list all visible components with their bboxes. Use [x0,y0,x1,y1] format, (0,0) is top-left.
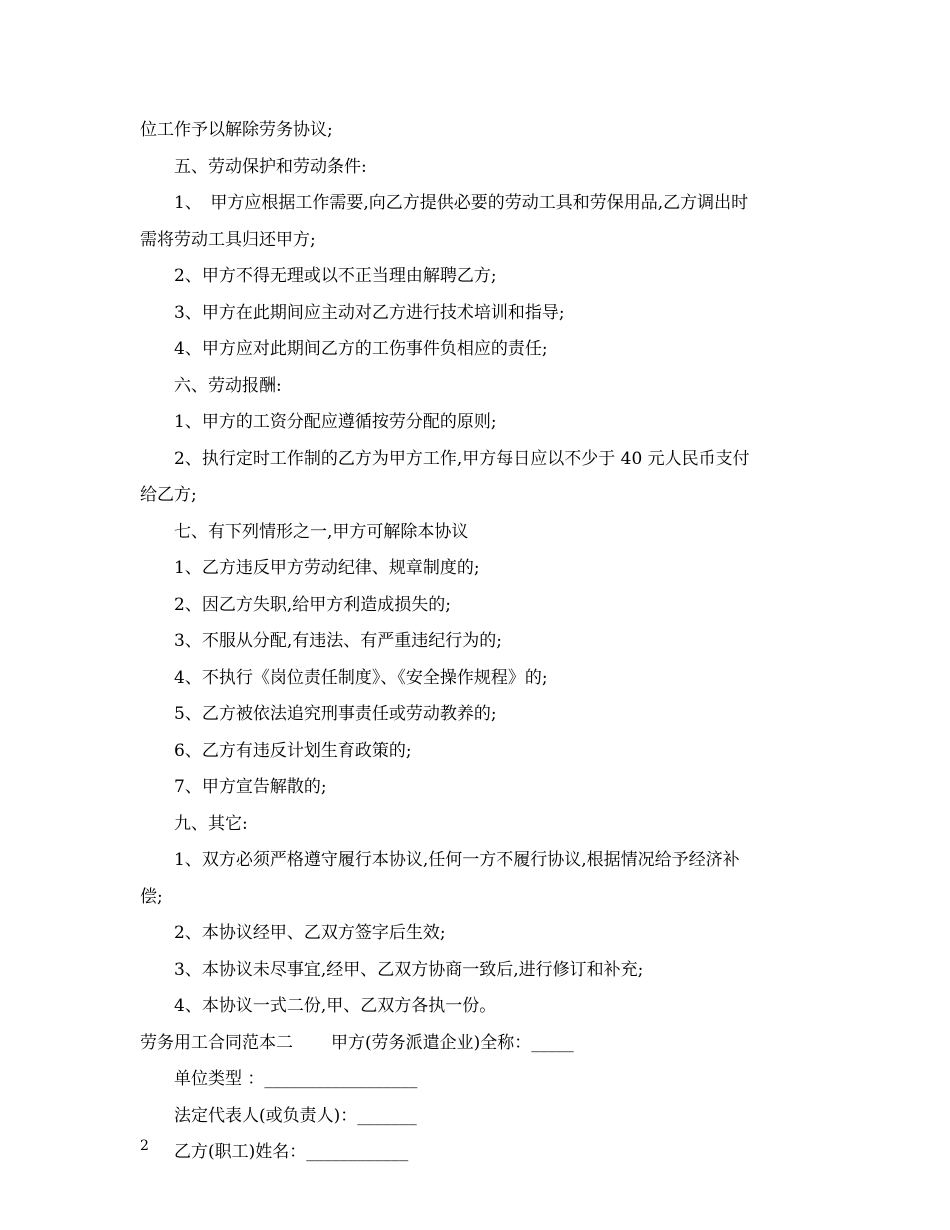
paragraph-line: 2、执行定时工作制的乙方为甲方工作,甲方每日应以不少于 40 元人民币支付 [174,448,750,469]
paragraph-line: 2、因乙方失职,给甲方利造成损失的; [174,594,451,615]
paragraph-line: 3、甲方在此期间应主动对乙方进行技术培训和指导; [174,302,565,323]
unit-type-field: 单位类型 ：__________________ [174,1069,418,1089]
paragraph-line: 给乙方; [140,485,197,505]
contract-template-header [140,1025,812,1062]
section-heading-5: 五、劳动保护和劳动条件: [174,156,367,177]
paragraph-line: 位工作予以解除劳务协议; [140,120,333,140]
paragraph-line: 需将劳动工具归还甲方; [140,229,316,250]
paragraph-line: 4、甲方应对此期间乙方的工伤事件负相应的责任; [174,339,548,359]
paragraph-line: 4、本协议一式二份,甲、乙双方各执一份。 [174,996,497,1016]
paragraph-line: 2、本协议经甲、乙双方签字后生效; [174,923,446,943]
paragraph-line: 1、双方必须严格遵守履行本协议,任何一方不履行协议,根据情况给予经济补 [174,850,740,870]
paragraph-line: 4、不执行《岗位责任制度》、《安全操作规程》的; [174,667,548,688]
section-heading-9: 九、其它: [174,813,248,834]
legal-representative-field: 法定代表人(或负责人)：_______ [174,1105,417,1126]
paragraph-line: 6、乙方有违反计划生育政策的; [174,740,412,761]
party-b-name-field: 乙方(职工)姓名：____________ [174,1142,409,1162]
section-heading-7: 七、有下列情形之一,甲方可解除本协议 [174,521,469,542]
party-a-fullname-field: 甲方(劳务派遣企业)全称：_____ [331,1032,574,1053]
paragraph-line: 5、乙方被依法追究刑事责任或劳动教养的; [174,704,497,724]
section-heading-6: 六、劳动报酬: [174,375,282,396]
paragraph-line: 1、乙方违反甲方劳动纪律、规章制度的; [174,558,480,578]
paragraph-line: 7、甲方宣告解散的; [174,777,327,797]
paragraph-line: 3、本协议未尽事宜,经甲、乙双方协商一致后,进行修订和补充; [174,959,644,980]
template-title: 劳务用工合同范本二 [140,1032,293,1053]
document-body [140,112,812,1171]
paragraph-line: 3、不服从分配,有违法、有严重违纪行为的; [174,631,502,651]
paragraph-line: 2、甲方不得无理或以不正当理由解聘乙方; [174,266,497,286]
page-number: 2 [140,1138,149,1154]
paragraph-line: 偿; [140,886,163,907]
paragraph-line: 1、 甲方应根据工作需要,向乙方提供必要的劳动工具和劳保用品,乙方调出时 [174,193,749,213]
paragraph-line: 1、甲方的工资分配应遵循按劳分配的原则; [174,412,497,432]
